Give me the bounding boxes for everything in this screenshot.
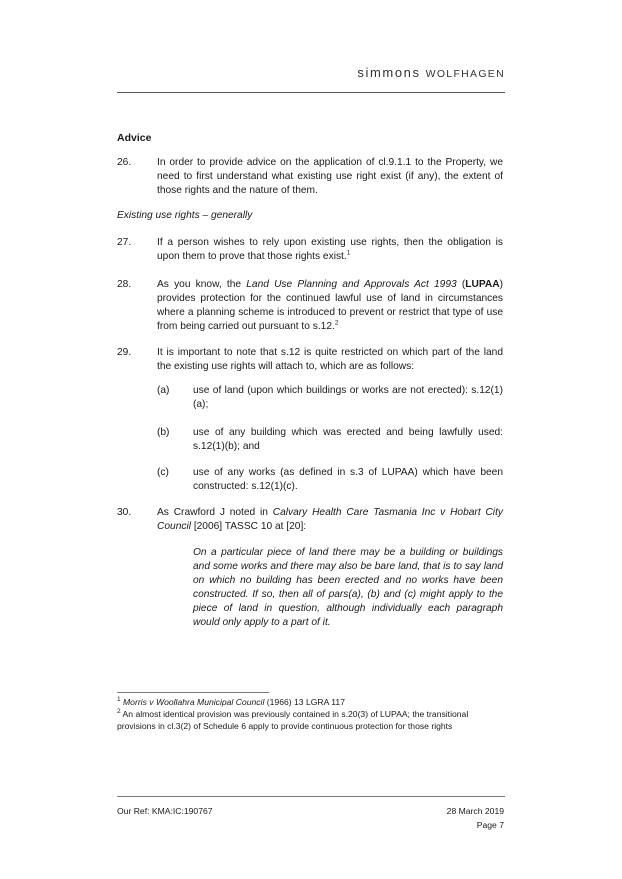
- footnote-ref-2[interactable]: 2: [334, 319, 339, 327]
- page-number: Page 7: [476, 820, 504, 830]
- footnote-2: [117, 709, 507, 732]
- para-28-text-b: (: [456, 279, 466, 290]
- para-26-text: In order to provide advice on the application of cl.9.1.1 to the Property, we need to first understand what existing use right exist (if any), the extent of those rights and the nature of them.: [157, 157, 503, 196]
- para-30-text-b: [2006] TASSC 10 at [20]:: [190, 521, 307, 532]
- footer-rule: [117, 796, 505, 797]
- case-name: Calvary Health Care Tasmania Inc v Hobart City Council: [157, 507, 503, 532]
- para-26-number: 26.: [117, 157, 132, 168]
- header-rule: [117, 92, 505, 93]
- para-28-text-a: As you know, the: [157, 279, 247, 290]
- footnote-1-case: Morris v Woollahra Municipal Council: [123, 697, 265, 707]
- para-28-number: 28.: [117, 279, 132, 290]
- act-name: Land Use Planning and Approvals Act 1993: [246, 279, 457, 290]
- footnote-1-citation: (1966) 13 LGRA 117: [264, 697, 345, 707]
- para-27-number: 27.: [117, 237, 132, 248]
- section-heading: Advice: [117, 132, 152, 144]
- footnote-2-mark: 2: [117, 708, 121, 716]
- footnote-1: [117, 697, 507, 709]
- para-30-number: 30.: [117, 507, 132, 518]
- para-29-number: 29.: [117, 347, 132, 358]
- logo-text-simmons: simmons: [357, 65, 421, 80]
- item-c-label: (c): [157, 467, 169, 478]
- our-reference: Our Ref: KMA:IC:190767: [117, 806, 213, 816]
- footnote-2-text: An almost identical provision was previously contained in s.20(3) of LUPAA; the transitional provisions in cl.3(2) of Schedule 6 apply to provide continuous protection for those rights: [117, 709, 469, 731]
- para-30-text-a: As Crawford J noted in: [157, 507, 273, 518]
- document-date: 28 March 2019: [446, 806, 504, 816]
- item-a-label: (a): [157, 385, 170, 396]
- para-28: [157, 278, 503, 334]
- firm-logo: [357, 64, 505, 82]
- para-27-text: If a person wishes to rely upon existing use rights, then the obligation is upon them to prove that those rights exist.: [157, 237, 503, 262]
- para-29-text: It is important to note that s.12 is quite restricted on which part of the land the existing use rights will attach to, which are as follows:: [157, 347, 503, 372]
- subheading-existing-use-rights: Existing use rights – generally: [117, 210, 253, 221]
- footnote-separator: [117, 692, 269, 693]
- block-quote: On a particular piece of land there may be a building or buildings and some works and there may also be bare land, that is to say land on which no building has been erected and no works have been constructed. If so, then all of pars(a), (b) and (c) might apply to the piece of land in question, although individually each paragraph would only apply to a part of it.: [193, 547, 503, 628]
- para-27: [157, 236, 503, 264]
- footnote-ref-1[interactable]: 1: [346, 249, 351, 257]
- para-30: [157, 506, 503, 534]
- item-a-text: use of land (upon which buildings or works are not erected): s.12(1)(a);: [193, 385, 503, 410]
- act-abbreviation: LUPAA: [465, 279, 500, 290]
- item-b-label: (b): [157, 427, 170, 438]
- footnote-1-mark: 1: [117, 696, 121, 704]
- item-b-text: use of any building which was erected and being lawfully used: s.12(1)(b); and: [193, 427, 503, 452]
- item-c-text: use of any works (as defined in s.3 of LUPAA) which have been constructed: s.12(1)(c).: [193, 467, 503, 492]
- para-28-text-c: ) provides protection for the continued lawful use of land in circumstances where a planning scheme is introduced to prevent or restrict that type of use from being carried out pursuant to s.12.: [157, 279, 503, 332]
- logo-text-wolfhagen: WOLFHAGEN: [425, 68, 505, 80]
